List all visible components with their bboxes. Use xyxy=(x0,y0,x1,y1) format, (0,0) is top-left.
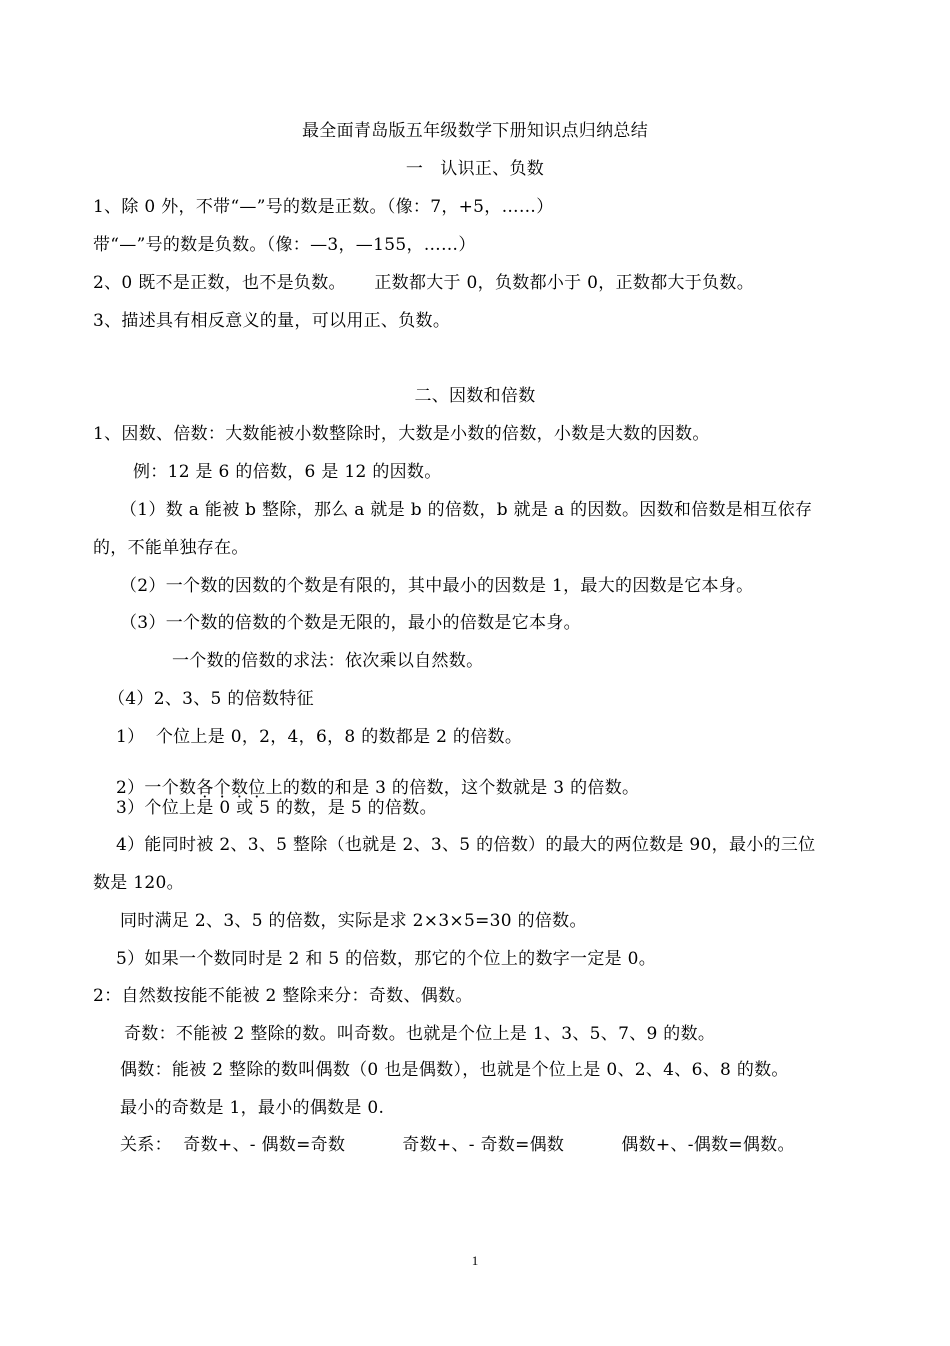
section1-heading: 一 认识正、负数 xyxy=(405,159,545,179)
paragraph: 数是 120。 xyxy=(93,873,184,893)
emphasis-char: 各 xyxy=(196,778,214,798)
emphasis-char: 数 xyxy=(230,778,249,798)
paragraph: （2）一个数的因数的个数是有限的，其中最小的因数是 1，最大的因数是它本身。 xyxy=(120,576,754,596)
paragraph: 奇数：不能被 2 整除的数。叫奇数。也就是个位上是 1、3、5、7、9 的数。 xyxy=(124,1024,716,1044)
text-suffix: 上的数的和是 3 的倍数，这个数就是 3 的倍数。 xyxy=(265,778,640,798)
paragraph: 1、除 0 外，不带“—”号的数是正数。（像：7，+5，……） xyxy=(93,197,554,217)
paragraph: 一个数的倍数的求法：依次乘以自然数。 xyxy=(172,651,484,671)
paragraph: 带“—”号的数是负数。（像：—3，—155，……） xyxy=(93,235,476,255)
paragraph: 3、描述具有相反意义的量，可以用正、负数。 xyxy=(93,311,451,331)
section2-heading: 二、因数和倍数 xyxy=(414,386,536,406)
paragraph: 5）如果一个数同时是 2 和 5 的倍数，那它的个位上的数字一定是 0。 xyxy=(116,949,657,969)
text-prefix: 2）一个数 xyxy=(116,778,197,798)
paragraph: 例：12 是 6 的倍数，6 是 12 的因数。 xyxy=(133,462,442,482)
emphasis-char: 个 xyxy=(213,778,231,798)
page-number: 1 xyxy=(471,1253,479,1268)
paragraph: 同时满足 2、3、5 的倍数，实际是求 2×3×5=30 的倍数。 xyxy=(120,911,587,931)
paragraph: 2：自然数按能不能被 2 整除来分：奇数、偶数。 xyxy=(93,986,473,1006)
page-title: 最全面青岛版五年级数学下册知识点归纳总结 xyxy=(302,121,648,141)
paragraph: （1）数 a 能被 b 整除，那么 a 就是 b 的倍数，b 就是 a 的因数。因数和倍数是相互依存 xyxy=(120,500,813,520)
paragraph: （3）一个数的倍数的个数是无限的，最小的倍数是它本身。 xyxy=(120,613,581,633)
paragraph: 3）个位上是 0 或 5 的数，是 5 的倍数。 xyxy=(116,798,437,818)
paragraph: （4）2、3、5 的倍数特征 xyxy=(108,689,314,709)
emphasis-char: 位 xyxy=(248,778,266,798)
paragraph xyxy=(116,755,639,799)
paragraph: 4）能同时被 2、3、5 整除（也就是 2、3、5 的倍数）的最大的两位数是 90，最小的三位 xyxy=(116,835,816,855)
paragraph: 1、因数、倍数：大数能被小数整除时，大数是小数的倍数，小数是大数的因数。 xyxy=(93,424,710,444)
paragraph: 1） 个位上是 0，2，4，6，8 的数都是 2 的倍数。 xyxy=(116,727,523,747)
paragraph: 2、0 既不是正数，也不是负数。 正数都大于 0，负数都小于 0，正数都大于负数。 xyxy=(93,273,754,293)
paragraph: 最小的奇数是 1，最小的偶数是 0. xyxy=(120,1098,385,1118)
paragraph: 偶数：能被 2 整除的数叫偶数（0 也是偶数），也就是个位上是 0、2、4、6、8 的数。 xyxy=(120,1060,789,1080)
paragraph: 的，不能单独存在。 xyxy=(93,538,249,558)
paragraph: 关系： 奇数+、- 偶数=奇数 奇数+、- 奇数=偶数 偶数+、-偶数=偶数。 xyxy=(120,1135,795,1155)
